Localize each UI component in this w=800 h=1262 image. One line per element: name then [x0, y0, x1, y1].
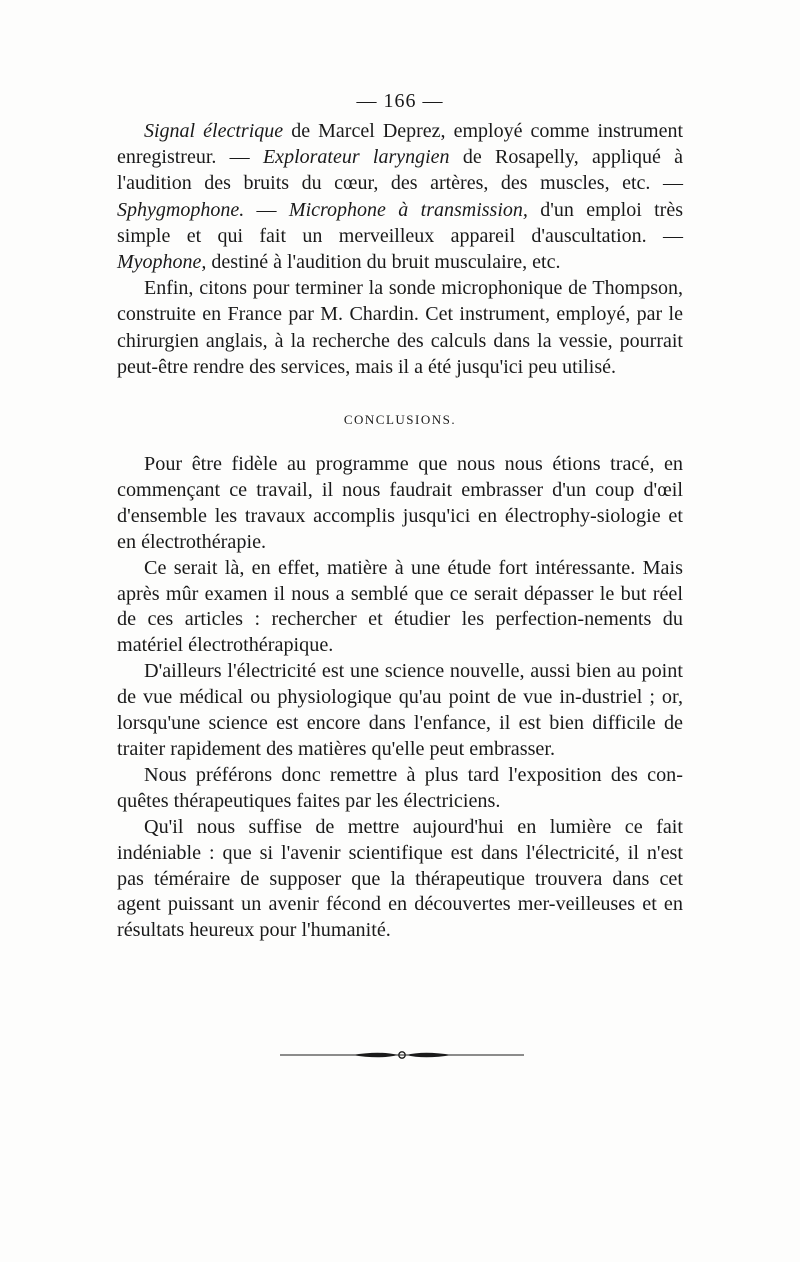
text-run: —	[244, 198, 289, 221]
italic-term: Microphone à transmission,	[288, 198, 528, 221]
end-ornament-rule	[280, 1050, 524, 1060]
italic-term: Sphygmophone.	[117, 198, 245, 221]
paragraph-sonde	[117, 275, 683, 380]
conclusion-paragraph: Qu'il nous suffise de mettre aujourd'hui en lumière ce fait indéniable : que si l'avenir scientifique est dans l'électricité, il n'est pas téméraire de supposer que la thérapeutique trouvera dans cet agent puissant un avenir fécond en découvertes mer-veilleuses et en résultats heureux pour l'humanité.	[117, 815, 683, 942]
text-run: Enfin, citons pour terminer la sonde microphonique de Thompson, construite en France par M. Chardin. Cet instrument, employé, par le chirurgien anglais, à la recherche des calculs dans la vessie, pourrait peut-être rendre des services, mais il a été jusqu'ici peu utilisé.	[117, 277, 683, 378]
text-run: d'un emploi très simple et qui fait un merveilleux appareil d'auscultation. —	[117, 198, 684, 247]
conclusion-paragraph: D'ailleurs l'électricité est une science nouvelle, aussi bien au point de vue médical ou physiologique qu'au point de vue in-dustriel ; or, lorsqu'une science est encore dans l'enfance, il est bien difficile de traiter rapidement des matières qu'elle peut embrasser.	[117, 660, 683, 760]
italic-term: Myophone,	[117, 251, 207, 274]
italic-term: Signal électrique	[144, 120, 284, 142]
conclusion-paragraph: Ce serait là, en effet, matière à une étude fort intéressante. Mais après mûr examen il nous a semblé que ce serait dépasser le but réel de ces articles : rechercher et étudier les perfection-nements du matériel électrothérapique.	[117, 556, 683, 657]
text-run: destiné à l'audition du bruit musculaire, etc.	[206, 251, 561, 274]
section-heading: CONCLUSIONS.	[343, 412, 457, 428]
page-number: — 166 —	[356, 90, 444, 112]
text-run: de Marcel Deprez, employé comme instrument enregistreur. —	[117, 120, 683, 169]
conclusion-paragraph: Pour être fidèle au programme que nous nous étions tracé, en commençant ce travail, il nous faudrait embrasser d'un coup d'œil d'ensemble les travaux accomplis jusqu'ici en électrophy-siologie et en électrothérapie.	[117, 453, 683, 553]
text-run: de Rosapelly, appliqué à l'audition des bruits du cœur, des artères, des muscles, etc. —	[117, 146, 683, 195]
conclusions-section	[117, 452, 683, 944]
italic-term: Explorateur laryngien	[262, 146, 450, 169]
paragraph-instruments	[117, 118, 683, 275]
text-column	[117, 86, 683, 944]
conclusion-paragraph: Nous préférons donc remettre à plus tard l'exposition des con-quêtes thérapeutiques faites par les électriciens.	[117, 763, 683, 812]
